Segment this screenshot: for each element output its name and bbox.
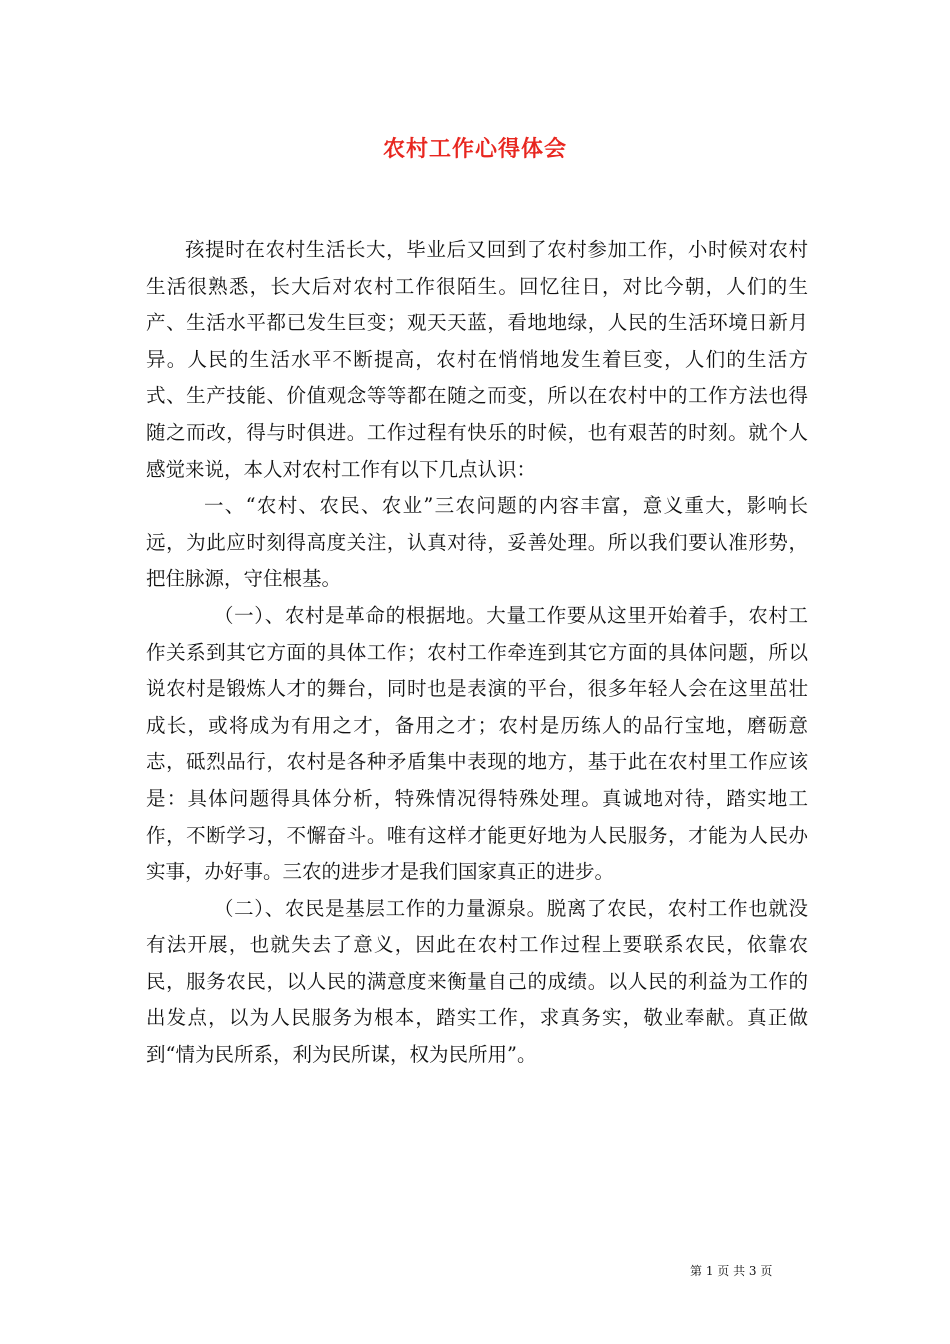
paragraph-subsection-one: （一）、农村是革命的根据地。大量工作要从这里开始着手，农村工作关系到其它方面的具体工作；农村工作牵连到其它方面的具体问题，所以说农村是锻炼人才的舞台，同时也是表演的平台，很多年轻人会在这里茁壮成长，或将成为有用之才，备用之才；农村是历练人的品行宝地，磨砺意志，砥烈品行，农村是各种矛盾集中表现的地方，基于此在农村里工作应该是：具体问题得具体分析，特殊情况得特殊处理。真诚地对待，踏实地工作，不断学习，不懈奋斗。唯有这样才能更好地为人民服务，才能为人民办实事，办好事。三农的进步才是我们国家真正的进步。 bbox=[146, 603, 808, 884]
page-number-footer: 第 1 页 共 3 页 bbox=[690, 1264, 773, 1278]
page-title: 农村工作心得体会 bbox=[382, 136, 567, 162]
document-body bbox=[146, 232, 808, 1074]
paragraph-section-one: 一、“农村、农民、农业”三农问题的内容丰富，意义重大，影响长远，为此应时刻得高度关注，认真对待，妥善处理。所以我们要认准形势，把住脉源，守住根基。 bbox=[146, 494, 808, 591]
paragraph-subsection-two: （二）、农民是基层工作的力量源泉。脱离了农民，农村工作也就没有法开展，也就失去了意义，因此在农村工作过程上要联系农民，依靠农民，服务农民，以人民的满意度来衡量自己的成绩。以人民的利益为工作的出发点，以为人民服务为根本，踏实工作，求真务实，敬业奉献。真正做到“情为民所系，利为民所谋，权为民所用”。 bbox=[146, 896, 808, 1067]
paragraph-intro: 孩提时在农村生活长大，毕业后又回到了农村参加工作，小时候对农村生活很熟悉，长大后对农村工作很陌生。回忆往日，对比今朝，人们的生产、生活水平都已发生巨变；观天天蓝，看地地绿，人民的生活环境日新月异。人民的生活水平不断提高，农村在悄悄地发生着巨变，人们的生活方式、生产技能、价值观念等等都在随之而变，所以在农村中的工作方法也得随之而改，得与时俱进。工作过程有快乐的时候，也有艰苦的时刻。就个人感觉来说，本人对农村工作有以下几点认识： bbox=[146, 238, 808, 481]
